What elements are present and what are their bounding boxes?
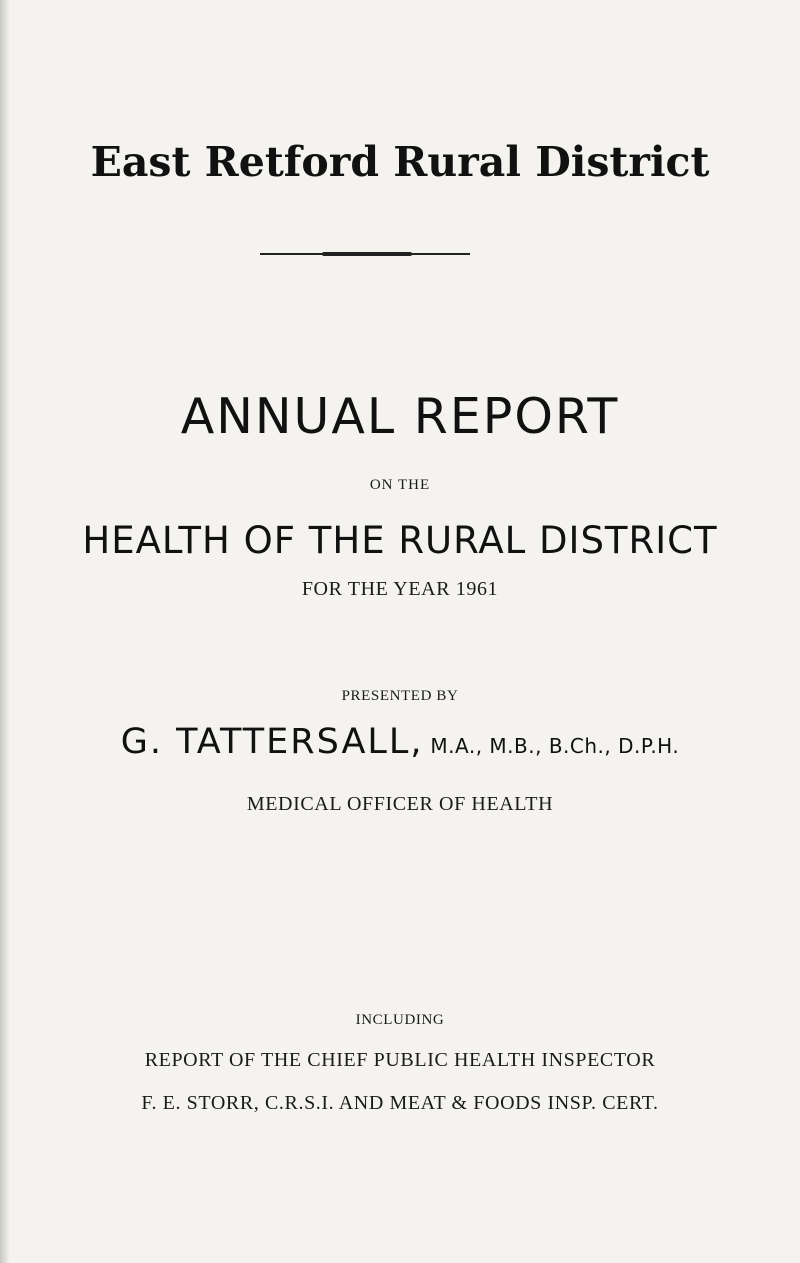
on-the-label: ON THE <box>369 477 431 493</box>
inspector-credentials: F. E. STORR, C.R.S.I. AND MEAT & FOODS INSP. CERT. <box>141 1092 659 1114</box>
report-subject: HEALTH OF THE RURAL DISTRICT <box>82 519 718 562</box>
presented-by-label: PRESENTED BY <box>341 688 459 704</box>
author-line <box>0 722 800 762</box>
author-position: MEDICAL OFFICER OF HEALTH <box>246 793 554 815</box>
including-label: INCLUDING <box>355 1012 445 1028</box>
report-title: ANNUAL REPORT <box>180 388 620 445</box>
page-edge-shadow <box>0 0 10 1263</box>
district-title: East Retford Rural District <box>90 138 710 186</box>
author-name: G. TATTERSALL, <box>120 722 424 762</box>
chief-inspector-report: REPORT OF THE CHIEF PUBLIC HEALTH INSPECTOR <box>144 1049 656 1071</box>
decorative-rule <box>260 253 470 255</box>
author-degrees: M.A., M.B., B.Ch., D.P.H. <box>423 734 680 758</box>
report-year: FOR THE YEAR 1961 <box>301 578 499 600</box>
